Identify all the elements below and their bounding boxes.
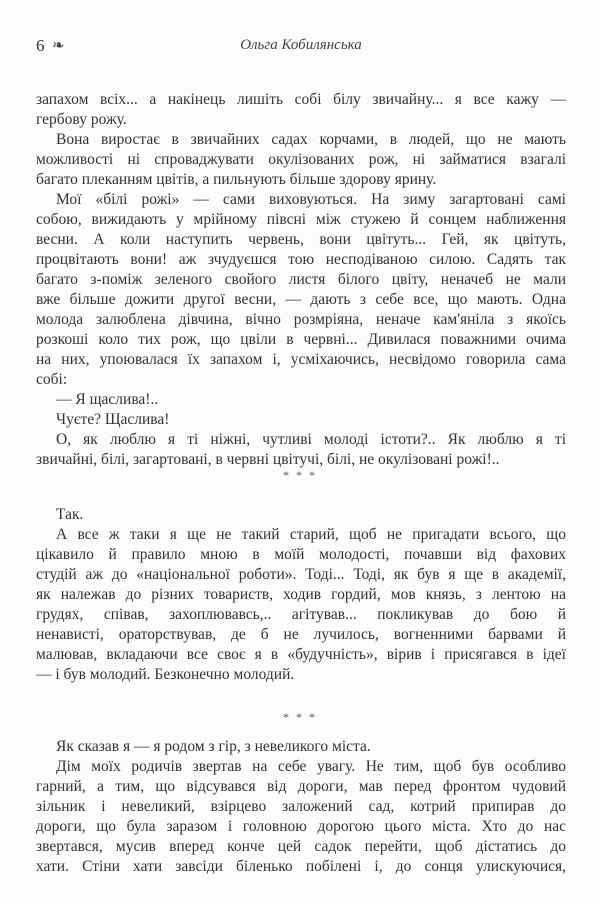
text-line: запахом всіх... а накінець лишіть собі білу звичайну... я все кажу — xyxy=(36,91,566,108)
ornament-icon: ❧ xyxy=(52,38,65,54)
text-line: Дім моїх родичів звертав на себе увагу. Не тим, щоб був особливо xyxy=(56,758,566,775)
section-separator: * * * xyxy=(283,710,317,724)
text-line: на них, упоювалася їх запахом і, усміхаючись, несвідомо говорила сама xyxy=(36,351,566,368)
text-line: багато плеканням цвітів, а пильнують більше здорову ярину. xyxy=(36,171,437,188)
section-roses xyxy=(36,90,566,470)
text-line: звертався, мусив вперед конче цей садок перейти, щоб дістатись до xyxy=(36,838,566,855)
text-line: цікавило й правило мною в моїй молодості, почавши від фахових xyxy=(36,546,566,563)
section-youth xyxy=(36,505,566,685)
text-line: дороги, що була заразом і головною дорогою цього міста. Хто до нас xyxy=(36,818,566,835)
text-line: — Я щаслива!.. xyxy=(56,391,159,408)
running-title: Ольга Кобилянська xyxy=(240,37,362,53)
text-line: малював, вкладаючи все своє я в «будучність», вірив і присягався в ідеї xyxy=(36,646,566,663)
text-line: Так. xyxy=(56,506,84,523)
text-line: — і був молодий. Безконечно молодий. xyxy=(36,666,295,683)
page-header xyxy=(36,36,566,58)
text-line: багато з-поміж зеленого свойого листя білого цвіту, неначеб не мали xyxy=(36,271,566,288)
section-separator: * * * xyxy=(283,468,317,482)
text-line: А все ж таки я ще не такий старий, щоб не пригадати всього, що xyxy=(56,526,566,543)
text-line: вже більше дожити другої весни, — дають з себе все, що мають. Одна xyxy=(36,291,566,308)
text-line: ненависті, ораторствував, де б не лучилось, вогненними барвами й xyxy=(36,626,566,643)
text-line: процвітають вони! аж зчудуєшся тою несподіваною силою. Садять так xyxy=(36,251,566,268)
section-hometown xyxy=(36,737,566,877)
text-line: собою, вижидають у мрійному півсні між стужею й сонцем наближення xyxy=(36,211,566,228)
text-line: весни. А коли наступить червень, вони цвітуть... Гей, як цвітуть, xyxy=(36,231,566,248)
page-number: 6 xyxy=(36,36,45,55)
text-line: О, як люблю я ті ніжні, чутливі молоді істоти?.. Як люблю я ті xyxy=(56,431,566,448)
text-line: як належав до різних товариств, ходив гордий, мов князь, з лентою на xyxy=(36,586,566,603)
text-line: гербову рожу. xyxy=(36,111,127,128)
text-line: розкоші коло тих рож, що цвіли в червні... Дивилася поважними очима xyxy=(36,331,566,348)
text-line: хати. Стіни хати завсіди біленько побілені і, до сонця улискуючися, xyxy=(36,858,566,875)
text-line: Мої «білі рожі» — сами виховуються. На зиму загартовані самі xyxy=(56,191,566,208)
text-line: молода залюблена дівчина, вічно розмріяна, неначе кам'яніла з якоїсь xyxy=(36,311,566,328)
text-line: Чуєте? Щаслива! xyxy=(56,411,170,428)
text-line: студій аж до «національної роботи». Тоді... Тоді, як був я ще в академії, xyxy=(36,566,566,583)
text-line: грудях, співав, захоплювавсь,.. агітував... покликував до бою й xyxy=(36,606,566,623)
text-line: Як сказав я — я родом з гір, з невеликого міста. xyxy=(56,738,371,755)
text-line: Вона виростає в звичайних садах корчами, в людей, що не мають xyxy=(56,131,566,148)
text-line: звичайні, білі, загартовані, в червні цвітучі, білі, не окулізовані рожі!.. xyxy=(36,451,500,468)
text-line: зільник і невеликий, взірцево заложений сад, котрий припирав до xyxy=(36,798,566,815)
text-line: собі: xyxy=(36,371,68,388)
text-line: можливості ні спроваджувати окулізованих рож, ні займатися взагалі xyxy=(36,151,566,168)
text-line: гарний, а тим, що відсувався від дороги, мав перед фронтом чудовий xyxy=(36,778,566,795)
